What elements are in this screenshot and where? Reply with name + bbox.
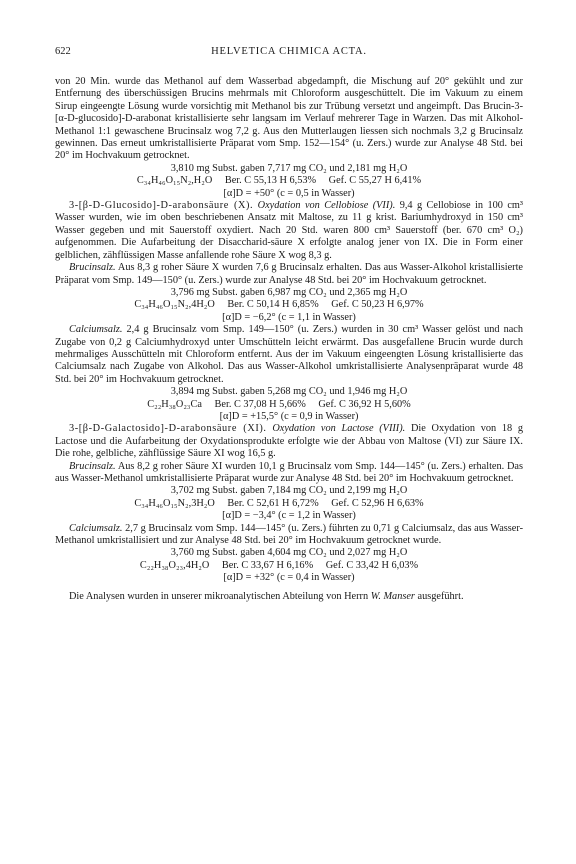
closing-end: ausgeführt. <box>417 590 464 602</box>
optical-rotation: [α]D = −6,2° (c = 1,1 in Wasser) <box>222 311 356 323</box>
section-heading-paragraph <box>55 423 523 460</box>
optical-rotation: [α]D = +32° (c = 0,4 in Wasser) <box>223 572 355 584</box>
brucin-salt-paragraph <box>55 461 523 486</box>
paragraph-text: 2,4 g Brucinsalz vom Smp. 149—150° (u. Zers.) wurden in 30 cm³ Wasser gelöst und nach Zugabe von 0,2 g Calciumhydroxyd unter Umschütteln leicht erwärmt. Das ausgefallene Brucin wurde durch mehrmaliges Ausschütteln mit Chloroform entfernt. Aus der im Vakuum eingeengten Lösung kristallisierte das Calciumsalz nach Zugabe von Alkohol. Das aus Wasser-Alkohol umkristallisierte Analysenpräparat wurde 48 Std. bei 20° im Hochvakuum getrocknet. <box>55 324 524 385</box>
found-values: Gef. C 50,23 H 6,97% <box>331 299 424 311</box>
formula: C₃₄H₄₆O₁₅N₂,3H₂O <box>134 497 215 509</box>
analyst-name: W. Manser <box>370 590 415 602</box>
calcium-salt-paragraph <box>55 523 523 548</box>
calculated-values: Ber. C 50,14 H 6,85% <box>227 299 319 311</box>
brucin-salt-paragraph <box>55 262 523 287</box>
section-text: 9,4 g Cellobiose in 100 cm³ Wasser wurden, wie im oben beschriebenen Ansatz mit Maltose, zu 11 g krist. Bariumhydroxyd in 150 cm³ Wasser gegeben und mit Sauerstoff oxydiert. Nach 20 Std. waren 800 cm³ Sauerstoff (ber. 670 cm³ O₂) aufgenommen. Die Aufarbeitung der Disaccharid-säure X erfolgte analog jener von IX. Die in Form einer gelblichen, zähflüssigen Masse anfallende rohe Säure X wog 8,3 g. <box>55 200 523 261</box>
calculated-values: Ber. C 33,67 H 6,16% <box>221 559 314 571</box>
analysis-line: 3,894 mg Subst. gaben 5,268 mg CO₂ und 1,946 mg H₂O <box>170 386 408 398</box>
section-subtitle: Oxydation von Cellobiose (VII). <box>257 200 396 212</box>
formula-line <box>35 498 523 510</box>
found-values: Gef. C 52,96 H 6,63% <box>331 497 424 509</box>
page-number: 622 <box>55 46 71 57</box>
compound-heading: 3-[β-D-Galactosido]-D-arabonsäure (XI). <box>69 423 267 435</box>
formula: C₂₂H₃₈O₂₃,4H₂O <box>139 559 210 571</box>
paragraph-label: Calciumsalz. <box>69 324 123 336</box>
closing-text: Die Analysen wurden in unserer mikroanalytischen Abteilung von Herrn <box>69 590 369 602</box>
analysis-line: 3,760 mg Subst. gaben 4,604 mg CO₂ und 2,027 mg H₂O <box>170 547 408 559</box>
analysis-block <box>55 287 523 324</box>
analysis-line: 3,810 mg Subst. gaben 7,717 mg CO₂ und 2,181 mg H₂O <box>170 162 408 174</box>
formula-line <box>35 399 523 411</box>
calculated-values: Ber. C 52,61 H 6,72% <box>227 497 319 509</box>
analysis-block <box>55 386 523 423</box>
section-heading-paragraph <box>55 200 523 262</box>
calcium-salt-paragraph <box>55 324 523 386</box>
optical-rotation: [α]D = −3,4° (c = 1,2 in Wasser) <box>222 510 356 522</box>
journal-page <box>55 46 523 603</box>
analysis-block <box>55 547 523 584</box>
found-values: Gef. C 36,92 H 5,60% <box>318 398 411 410</box>
closing-paragraph <box>55 591 523 603</box>
section-subtitle: Oxydation von Lactose (VIII). <box>272 423 406 435</box>
paragraph-text: 2,7 g Brucinsalz vom Smp. 144—145° (u. Zers.) führten zu 0,71 g Calciumsalz, das aus Wasser-Methanol umkristallisiert und zur Analyse 48 Std. bei 20° im Hochvakuum getrocknet wurde. <box>55 522 523 547</box>
running-title: HELVETICA CHIMICA ACTA. <box>211 46 367 57</box>
intro-paragraph: von 20 Min. wurde das Methanol auf dem Wasserbad abgedampft, die Mischung auf 20° gekühlt und zur Entfernung des überschüssigen Brucins mehrmals mit Chloroform ausgeschüttelt. Die im Vakuum zu einem Sirup eingeengte Lösung wurde vorsichtig mit Methanol bis zur Trübung versetzt und angeimpft. Das Brucin-3-[α-D-glucosido]-D-arabonat kristallisierte sehr langsam im Verlauf mehrerer Tage in Warzen. Das mit Alkohol-Methanol 1:1 gewaschene Brucinsalz wog 7,2 g. Aus den Mutterlaugen liessen sich nochmals 3,2 g Brucinsalz gewinnen. Das erneut umkristallisierte Präparat vom Smp. 152—154° (u. Zers.) wurde zur Analyse 48 Std. bei 20° im Hochvakuum getrocknet. <box>55 76 523 162</box>
analysis-block <box>55 163 523 200</box>
section-text: Die Oxydation von 18 g Lactose und die Aufarbeitung der Oxydationsprodukte erfolgte wie der Abbau von Maltose (VI) zur Säure IX. Die rohe, gelbliche, zähflüssige Säure XI wog 16,5 g. <box>55 423 524 460</box>
paragraph-label: Brucinsalz. <box>69 262 116 274</box>
paragraph-label: Calciumsalz. <box>69 522 123 534</box>
calculated-values: Ber. C 37,08 H 5,66% <box>214 398 306 410</box>
analysis-line: 3,796 mg Subst. gaben 6,987 mg CO₂ und 2,365 mg H₂O <box>170 286 408 298</box>
paragraph-text: Aus 8,3 g roher Säure X wurden 7,6 g Brucinsalz erhalten. Das aus Wasser-Alkohol kristallisierte Präparat vom Smp. 149—150° (u. Zers.) wurde zur Analyse 48 Std. bei 20° im Hochvakuum getrocknet. <box>55 262 524 286</box>
optical-rotation: [α]D = +15,5° (c = 0,9 in Wasser) <box>219 410 359 422</box>
compound-heading: 3-[β-D-Glucosido]-D-arabonsäure (X). <box>69 200 254 212</box>
formula-line <box>35 560 523 572</box>
formula-line <box>35 175 523 187</box>
formula: C₂₂H₃₈O₂₃Ca <box>147 398 202 410</box>
paragraph-text: Aus 8,2 g roher Säure XI wurden 10,1 g Brucinsalz vom Smp. 144—145° (u. Zers.) erhalten. Das aus Wasser-Methanol umkristallisierte Präparat wurde zur Analyse 48 Std. bei 20° im Hochvakuum getrocknet. <box>55 460 523 484</box>
article-body <box>55 76 523 603</box>
page-header <box>55 46 523 64</box>
analysis-block <box>55 485 523 522</box>
optical-rotation: [α]D = +50° (c = 0,5 in Wasser) <box>223 187 355 199</box>
formula: C₃₄H₄₆O₁₅N₂,H₂O <box>136 175 213 187</box>
formula-line <box>35 299 523 311</box>
found-values: Gef. C 55,27 H 6,41% <box>328 175 422 187</box>
calculated-values: Ber. C 55,13 H 6,53% <box>224 175 317 187</box>
analysis-line: 3,702 mg Subst. gaben 7,184 mg CO₂ und 2,199 mg H₂O <box>170 485 408 497</box>
paragraph-label: Brucinsalz. <box>69 460 116 472</box>
found-values: Gef. C 33,42 H 6,03% <box>325 559 419 571</box>
formula: C₃₄H₄₆O₁₅N₂,4H₂O <box>134 299 215 311</box>
